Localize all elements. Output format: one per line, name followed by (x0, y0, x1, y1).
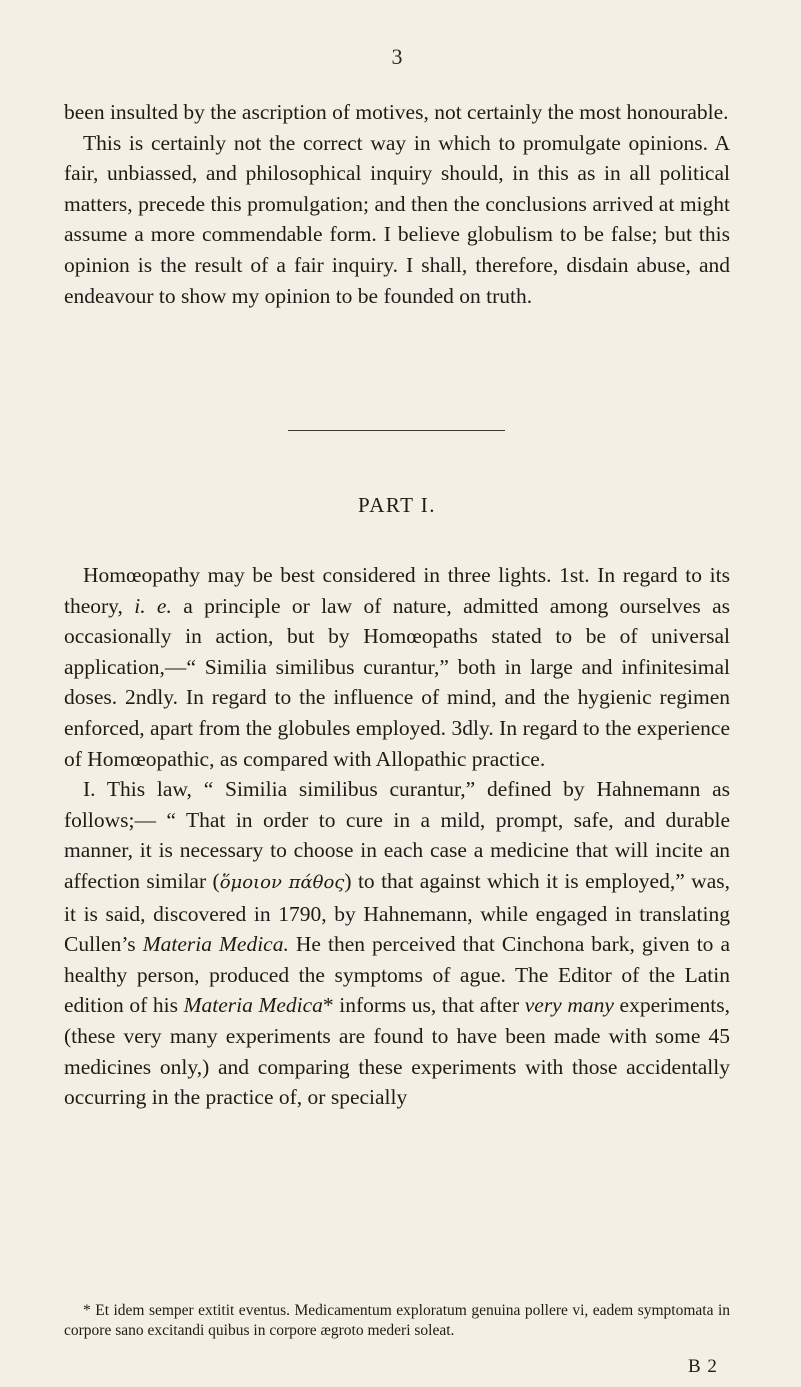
intro-paragraph-2: This is certainly not the correct way in which to promulgate opinions. A fair, unbiassed, and philosophical inquiry should, in this as in all political matters, precede this promulgation; and then the conclusions arrived at might assume a more commendable form. I believe globulism to be false; but this opinion is the result of a fair inquiry. I shall, therefore, disdain abuse, and endeavour to show my opinion to be founded on truth. (64, 130, 730, 308)
section-divider (288, 430, 505, 431)
body-p2-text-d: * informs us, that after (322, 993, 525, 1018)
very-many-emphasis: very many (524, 993, 614, 1018)
intro-text (64, 97, 730, 311)
body-p1-text-a: Homœopathy may be best considered in three lights. 1st. In regard to its theory, (64, 563, 730, 618)
greek-phrase: ὅμοιον πάθος (219, 871, 345, 893)
body-paragraph-1 (64, 560, 730, 774)
body-p1-text-b: a principle or law of nature, admitted among ourselves as occasionally in action, but by Homœopaths stated to be of universal application,—“ Similia similibus curantur,” both in large and infinitesimal doses. 2ndly. In regard to the influence of mind, and the hygienic regimen enforced, apart from the globules employed. 3dly. In regard to the experience of Homœopathic, as compared with Allopathic practice. (64, 593, 730, 771)
body-p2-text-c: He then perceived that Cinchona bark, given to a healthy person, produced the symptoms of ague. The Editor of the Latin edition of his (64, 932, 730, 1018)
signature-mark: B 2 (688, 1356, 718, 1377)
ie-abbreviation: i. e. (134, 593, 172, 618)
body-p2-text-e: experiments, (these very many experiments are found to have been made with some 45 medicines only,) and comparing these experiments with those accidentally occurring in the practice of, or specially (64, 993, 730, 1110)
body-p2-text-b: ) to that against which it is employed,” was, it is said, discovered in 1790, by Hahnemann, while engaged in translating Cullen’s (64, 868, 730, 957)
part-heading: PART I. (357, 493, 437, 517)
body-text (64, 560, 730, 1113)
intro-paragraph-1: been insulted by the ascription of motives, not certainly the most honourable. (64, 100, 729, 124)
page-number: 3 (391, 44, 403, 69)
body-paragraph-2 (64, 774, 730, 1113)
footnote: * Et idem semper extitit eventus. Medicamentum exploratum genuina pollere vi, eadem symptomata in corpore sano excitandi quibus in corpore ægroto mederi soleat. (64, 1302, 730, 1339)
materia-medica-title-2: Materia Medica (183, 993, 323, 1018)
materia-medica-title-1: Materia Medica. (142, 932, 289, 957)
body-p2-text-a: I. This law, “ Similia similibus curantur,” defined by Hahnemann as follows;— “ That in order to cure in a mild, prompt, safe, and durable manner, it is necessary to choose in each case a medicine that will incite an affection similar ( (64, 777, 730, 893)
